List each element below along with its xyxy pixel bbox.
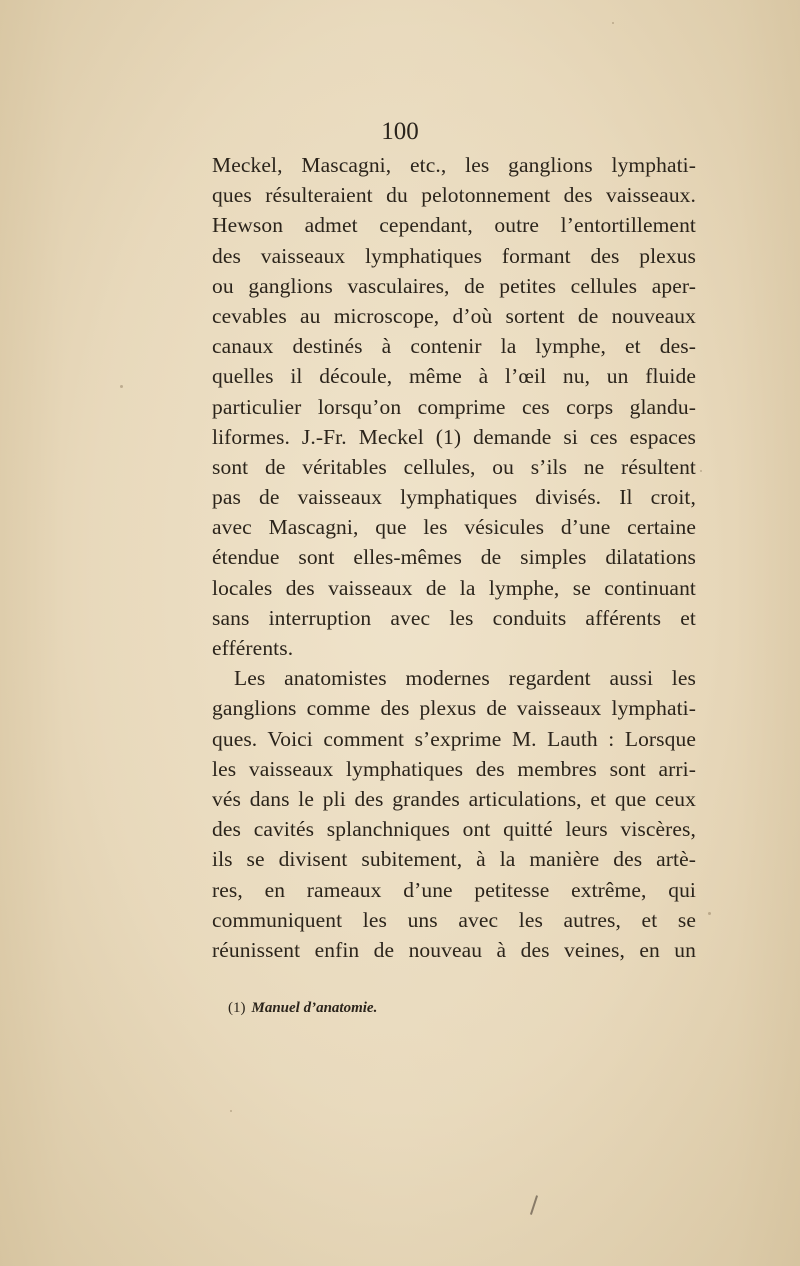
text-line: efférents. (212, 636, 294, 660)
body-text (212, 150, 696, 965)
text-line: Hewson admet cependant, outre l’entortillement (212, 213, 696, 238)
paper-speck (708, 912, 711, 915)
text-line: sont de véritables cellules, ou s’ils ne résultent (212, 454, 696, 479)
text-line: ganglions comme des plexus de vaisseaux lymphati- (212, 696, 696, 721)
text-line: ils se divisent subitement, à la manière des artè- (212, 847, 696, 872)
footnote-marker: (1) (228, 1000, 246, 1016)
text-line: Les anatomistes modernes regardent aussi les (234, 666, 696, 691)
paragraph-1 (212, 150, 696, 663)
text-line: quelles il découle, même à l’œil nu, un fluide (212, 364, 696, 389)
footnote (228, 1000, 377, 1017)
text-line: étendue sont elles-mêmes de simples dilatations (212, 545, 696, 570)
page-number: 100 (381, 118, 419, 145)
text-line: particulier lorsqu’on comprime ces corps glandu- (212, 394, 696, 419)
paragraph-2 (212, 663, 696, 965)
text-line: vés dans le pli des grandes articulations, et que ceux (212, 786, 696, 811)
text-line: des vaisseaux lymphatiques formant des plexus (212, 243, 696, 268)
text-line: liformes. J.-Fr. Meckel (1) demande si ces espaces (212, 424, 696, 449)
text-line: pas de vaisseaux lymphatiques divisés. Il croit, (212, 485, 696, 510)
text-line: cevables au microscope, d’où sortent de nouveaux (212, 303, 696, 328)
text-line: sans interruption avec les conduits afférents et (212, 605, 696, 630)
text-line: canaux destinés à contenir la lymphe, et des- (212, 334, 696, 359)
text-line: ques. Voici comment s’exprime M. Lauth : Lorsque (212, 726, 696, 751)
paper-speck (612, 22, 614, 24)
text-line: avec Mascagni, que les vésicules d’une certaine (212, 515, 696, 540)
text-line: réunissent enfin de nouveau à des veines, en un (212, 937, 696, 962)
text-line: res, en rameaux d’une petitesse extrême, qui (212, 877, 696, 902)
text-line: communiquent les uns avec les autres, et se (212, 907, 696, 932)
paper-speck (120, 385, 123, 388)
paper-speck (230, 1110, 232, 1112)
footnote-text: Manuel d’anatomie. (251, 1000, 378, 1016)
text-line: les vaisseaux lymphatiques des membres sont arri- (212, 756, 696, 781)
text-line: ques résulteraient du pelotonnement des vaisseaux. (212, 183, 696, 208)
text-line: locales des vaisseaux de la lymphe, se continuant (212, 575, 696, 600)
pencil-mark (530, 1195, 538, 1214)
text-line: Meckel, Mascagni, etc., les ganglions lymphati- (212, 153, 696, 177)
text-line: des cavités splanchniques ont quitté leurs viscères, (212, 817, 696, 842)
text-line: ou ganglions vasculaires, de petites cellules aper- (212, 273, 696, 298)
paper-speck (700, 470, 702, 472)
